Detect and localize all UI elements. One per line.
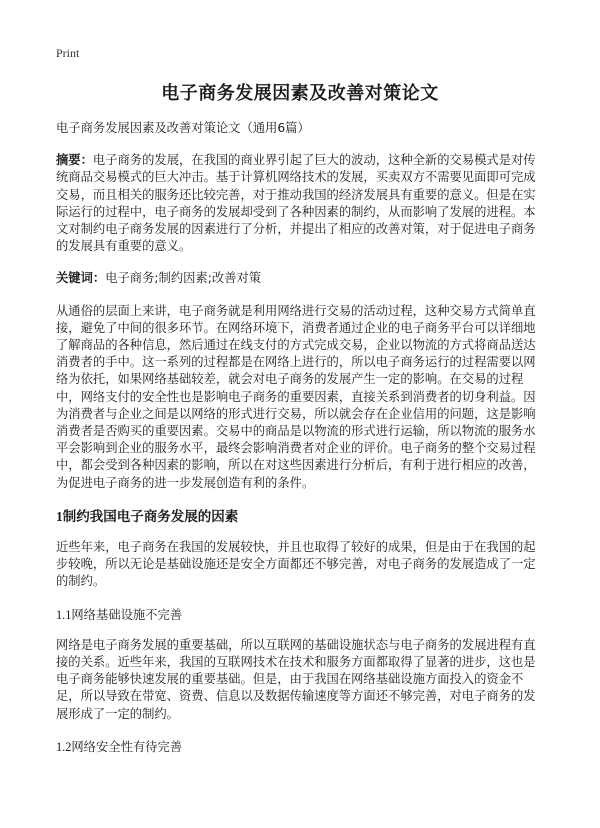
subsection-title-1-1: 网络基础设施不完善 <box>71 607 183 622</box>
keywords-label: 关键词： <box>56 271 106 286</box>
keywords-text: 电子商务;制约因素;改善对策 <box>105 271 262 286</box>
section-1-paragraph: 近些年来，电子商务在我国的发展较快，并且也取得了较好的成果，但是由于在我国的起步较晚，所以无论是基础设施还是安全方面都还不够完善，对电子商务的发展造成了一定的制约。 <box>56 540 536 589</box>
subsection-heading-1-1 <box>56 607 546 624</box>
subsection-number-1-1: 1.1 <box>56 607 72 622</box>
subsection-1-1-paragraph: 网络是电子商务发展的重要基础，所以互联网的基础设施状态与电子商务的发展进程有直接的关系。近些年来，我国的互联网技术在技术和服务方面都取得了显著的进步，这也是电子商务能够快速发展的重要基础。但是，由于我国在网络基础设施方面投入的资金不足，所以导致在带宽、资费、信息以及数据传输速度等方面还不够完善，对电子商务的发展形成了一定的制约。 <box>56 637 536 721</box>
abstract-text: 电子商务的发展，在我国的商业界引起了巨大的波动，这种全新的交易模式是对传统商品交易模式的巨大冲击。基于计算机网络技术的发展，买卖双方不需要见面即可完成交易，而且相关的服务还比较完善，对于推动我国的经济发展具有重要的意义。但是在实际运行的过程中，电子商务的发展却受到了各种因素的制约，从而影响了发展的进程。本文对制约电子商务发展的因素进行了分析，并提出了相应的改善对策，对于促进电子商务的发展具有重要的意义。 <box>56 153 536 254</box>
subsection-title-1-2: 网络安全性有待完善 <box>71 739 183 754</box>
document-subtitle: 电子商务发展因素及改善对策论文（通用6篇） <box>56 121 310 135</box>
abstract-paragraph <box>56 152 546 255</box>
print-link[interactable]: Print <box>56 46 80 60</box>
subsection-heading-1-2 <box>56 739 546 756</box>
abstract-label: 摘要： <box>56 153 93 168</box>
section-heading-1: 1制约我国电子商务发展的因素 <box>56 508 239 524</box>
document-body <box>56 120 546 769</box>
keywords-paragraph <box>56 270 546 287</box>
subsection-number-1-2: 1.2 <box>56 739 72 754</box>
page-title: 电子商务发展因素及改善对策论文 <box>161 83 439 104</box>
intro-paragraph: 从通俗的层面上来讲，电子商务就是利用网络进行交易的活动过程，这种交易方式简单直接，避免了中间的很多环节。在网络环境下，消费者通过企业的电子商务平台可以详细地了解商品的各种信息，然后通过在线支付的方式完成交易，企业以物流的方式将商品送达消费者的手中。这一系列的过程都是在网络上进行的，所以电子商务运行的过程需要以网络为依托，如果网络基础较差，就会对电子商务的发展产生一定的影响。在交易的过程中，网络支付的安全性也是影响电子商务的重要因素，直接关系到消费者的切身利益。因为消费者与企业之间是以网络的形式进行交易，所以就会存在企业信用的问题，这是影响消费者是否购买的重要因素。交易中的商品是以物流的形式进行运输，所以物流的服务水平会影响到企业的服务水平，最终会影响消费者对企业的评价。电子商务的整个交易过程中，都会受到各种因素的影响，所以在对这些因素进行分析后，有利于进行相应的改善，为促进电子商务的进一步发展创造有利的条件。 <box>56 303 536 490</box>
